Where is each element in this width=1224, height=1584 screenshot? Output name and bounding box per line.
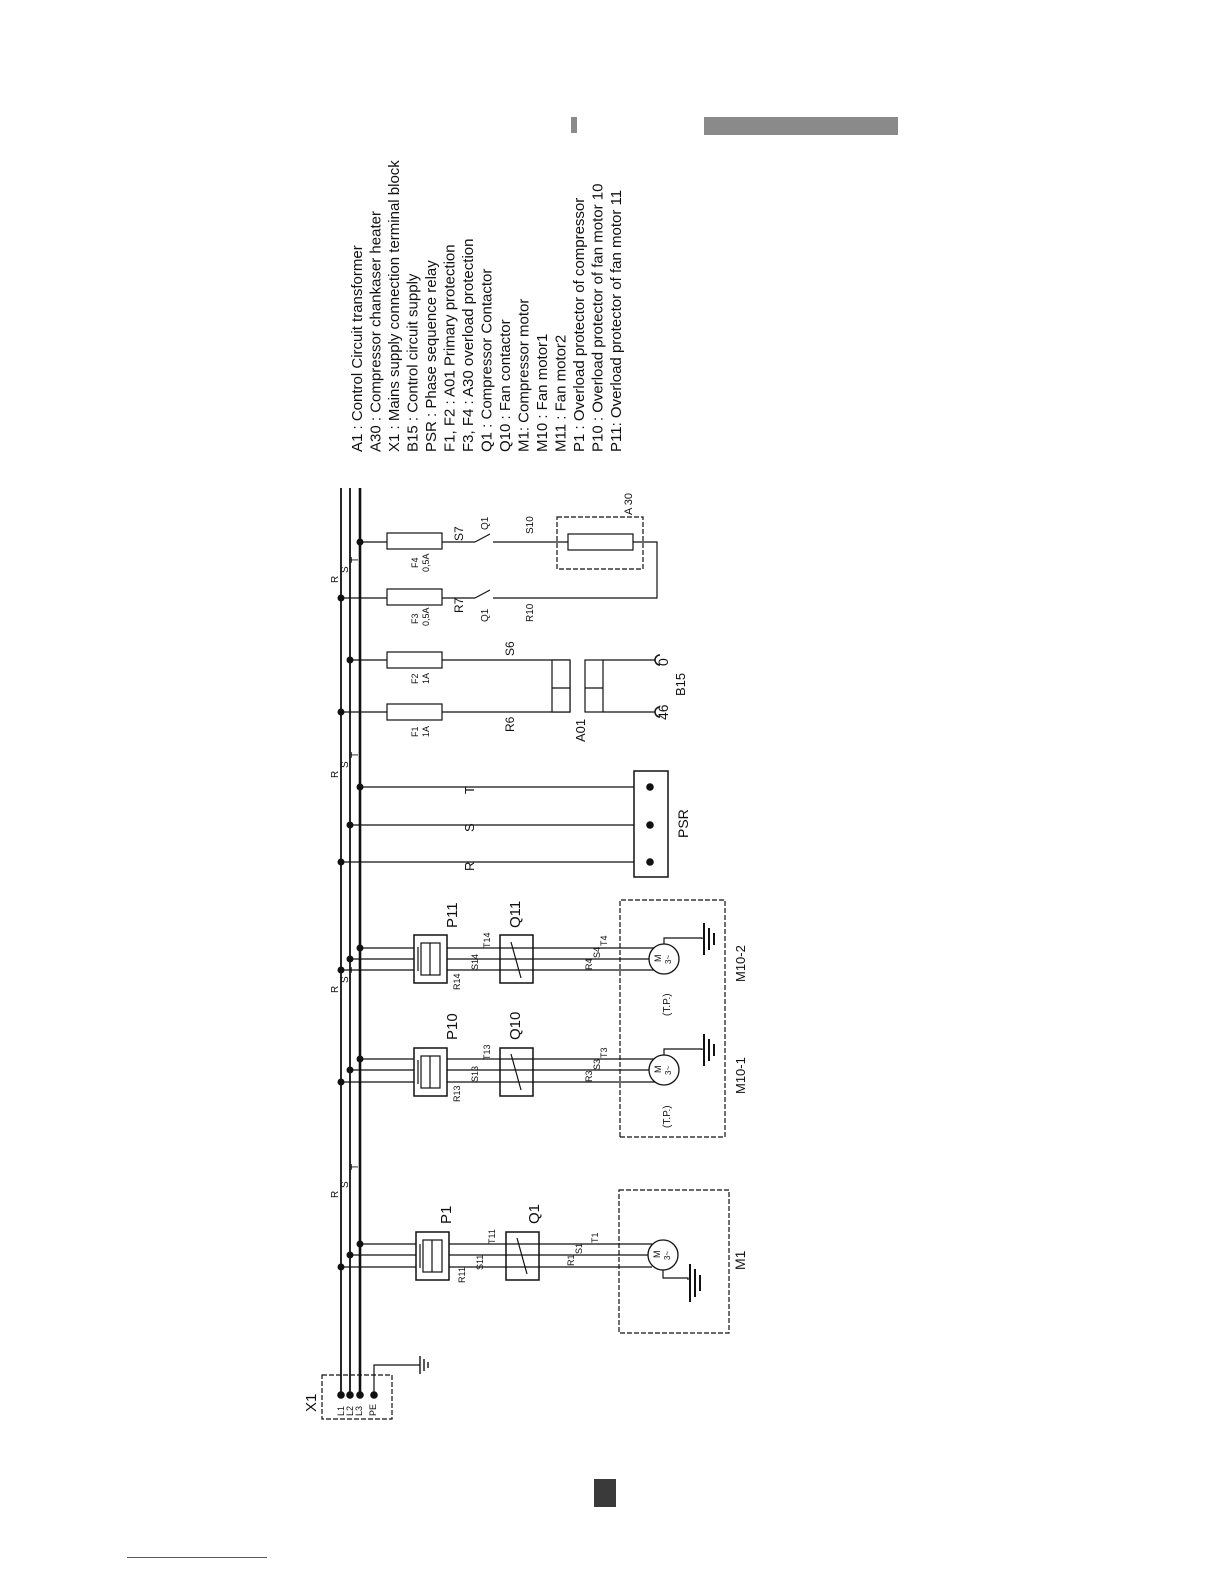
fuse-rating: 1A [421,725,431,737]
wire-label: T1 [590,1232,600,1243]
wire-label: S10 [525,516,536,534]
q1-label: Q1 [526,1203,543,1224]
legend-item: M11 : Fan motor2 [552,334,570,452]
wire-label: R13 [452,1085,462,1102]
m10-1-label: M10-1 [733,1057,748,1094]
phase-label-t: T [350,966,361,973]
ground-wire [664,1049,702,1055]
psr-label: PSR [675,809,691,838]
wire-label: R7 [452,597,466,613]
phase-label-s: S [340,566,351,573]
legend-item: P11: Overload protector of fan motor 11 [608,189,625,452]
wire-label: R6 [503,716,517,732]
wire-label: R14 [452,973,462,990]
fuse-name: F4 [410,557,420,568]
tp-label: (T.P.) [662,1105,673,1128]
wire-label: T13 [482,1044,492,1060]
bus-labels [330,557,361,1198]
wire-label: T4 [599,935,609,946]
psr-input-label: S [462,823,477,832]
wire-label: R1 [566,1254,576,1266]
terminal-pin-label: L2 [345,1405,355,1416]
wire-label: S14 [470,953,480,970]
wire-label: T3 [599,1047,609,1058]
psr-input-label: R [462,861,477,871]
fuse-f4 [387,533,442,549]
psr-terminal [646,821,654,829]
legend-item: A1 : Control Circuit transformer [349,245,366,452]
phase-label-s: S [340,761,351,768]
b15-terminal-label: 46 [655,704,671,720]
footer-rule [127,1557,267,1558]
phase-label-t: T [350,556,361,563]
b15-terminal-label: 0 [655,658,671,666]
q10-label: Q10 [507,1011,524,1040]
wire-label: S7 [452,526,466,541]
legend-item: P10 : Overload protector of fan motor 10 [589,183,607,452]
q11-label: Q11 [507,900,524,928]
legend-item: F3, F4 : A30 overload protection [460,238,477,452]
legend [349,160,625,452]
tp-label: (T.P.) [662,993,673,1016]
motor-symbol: M [653,954,663,962]
ground-icon [704,1034,714,1066]
fuse-rating: 1A [421,672,431,684]
terminal-name: X1 [303,1393,320,1412]
page-marker [594,1479,616,1507]
motor-phase: 3~ [664,1065,673,1075]
fan2-branch [338,901,749,1016]
legend-item: X1 : Mains supply connection terminal block [386,160,403,452]
m1-label: M1 [732,1250,748,1270]
phase-label-t: T [350,751,361,758]
motor-phase: 3~ [664,954,673,964]
terminal-x1 [303,1356,428,1419]
terminal-pin-label: L1 [336,1405,346,1416]
pe-wire [374,1365,420,1395]
heater-label: A 30 [623,492,635,515]
phase-label-s: S [340,1181,351,1188]
psr-terminal [646,783,654,791]
psr-input-label: T [462,786,477,794]
legend-item: M1: Compressor motor [515,298,533,452]
wire-label: S11 [475,1254,485,1270]
fuse-rating: 0,5A [421,607,431,626]
terminal-pin-label: PE [368,1403,378,1416]
fuse-f1 [387,704,442,720]
wire-label: S13 [470,1065,480,1082]
fuse-f2 [387,652,442,668]
compressor-branch [338,1190,749,1333]
contact-label: Q1 [480,608,491,622]
transformer-label: A01 [573,718,588,742]
fuse-f3 [387,589,442,605]
phase-label-r: R [330,575,341,583]
motor-phase: 3~ [663,1250,672,1260]
p10-label: P10 [444,1013,461,1040]
fuse-name: F1 [410,726,420,737]
legend-item: PSR : Phase sequence relay [423,260,440,452]
p1-label: P1 [438,1205,455,1224]
legend-item: M10 : Fan motor1 [534,333,551,452]
wire-label: R11 [457,1267,467,1283]
transformer-secondary [585,660,603,712]
ground-wire [664,938,702,944]
phase-label-t: T [350,1163,361,1170]
ground-wire [663,1270,688,1280]
wire-label: R3 [584,1070,594,1082]
legend-item: Q10 : Fan contactor [497,319,514,452]
motor-symbol: M [653,1065,663,1073]
legend-item: A30 : Compressor chankaser heater [367,211,385,452]
phase-label-r: R [330,1190,341,1198]
p11-label: P11 [444,902,461,928]
wire-label: S1 [574,1242,584,1254]
heater-element [568,534,633,550]
wire-label: T11 [487,1229,497,1244]
wire-label: S3 [592,1058,602,1070]
contact-label: Q1 [480,516,491,530]
phase-label-r: R [330,985,341,993]
fuse-rating: 0,5A [421,553,431,572]
ground-icon [690,1264,700,1302]
legend-item: B15 : Control circuit supply [404,273,422,452]
psr-terminal [646,858,654,866]
fuse-name: F3 [410,613,420,624]
wire-label: R4 [584,958,594,970]
heater-branch [338,493,658,626]
motor-symbol: M [652,1250,662,1258]
transformer-primary [552,660,570,712]
legend-item: F1, F2 : A01 Primary protection [441,244,459,452]
main-bus [341,488,360,1395]
fuse-name: F2 [410,673,420,684]
legend-item: P1 : Overload protector of compressor [571,197,588,452]
phase-label-r: R [330,770,341,778]
fan1-branch [338,1012,749,1128]
terminal-pin-dot [337,1391,345,1399]
wire-label: T14 [482,932,492,948]
wire-label: S6 [503,641,517,656]
ground-icon [704,923,714,955]
b15-label: B15 [673,672,688,696]
wire-label: R10 [525,603,536,622]
wire-label: S4 [592,946,602,958]
psr-branch [338,771,692,877]
legend-item: Q1 : Compressor Contactor [478,268,496,452]
phase-label-s: S [340,976,351,983]
terminal-pin-label: L3 [354,1405,364,1416]
terminal-pin-dot [346,1391,354,1399]
ground-icon [420,1356,428,1374]
transformer-branch [338,641,689,742]
m10-2-label: M10-2 [733,945,748,982]
terminal-pin-dot [356,1391,364,1399]
